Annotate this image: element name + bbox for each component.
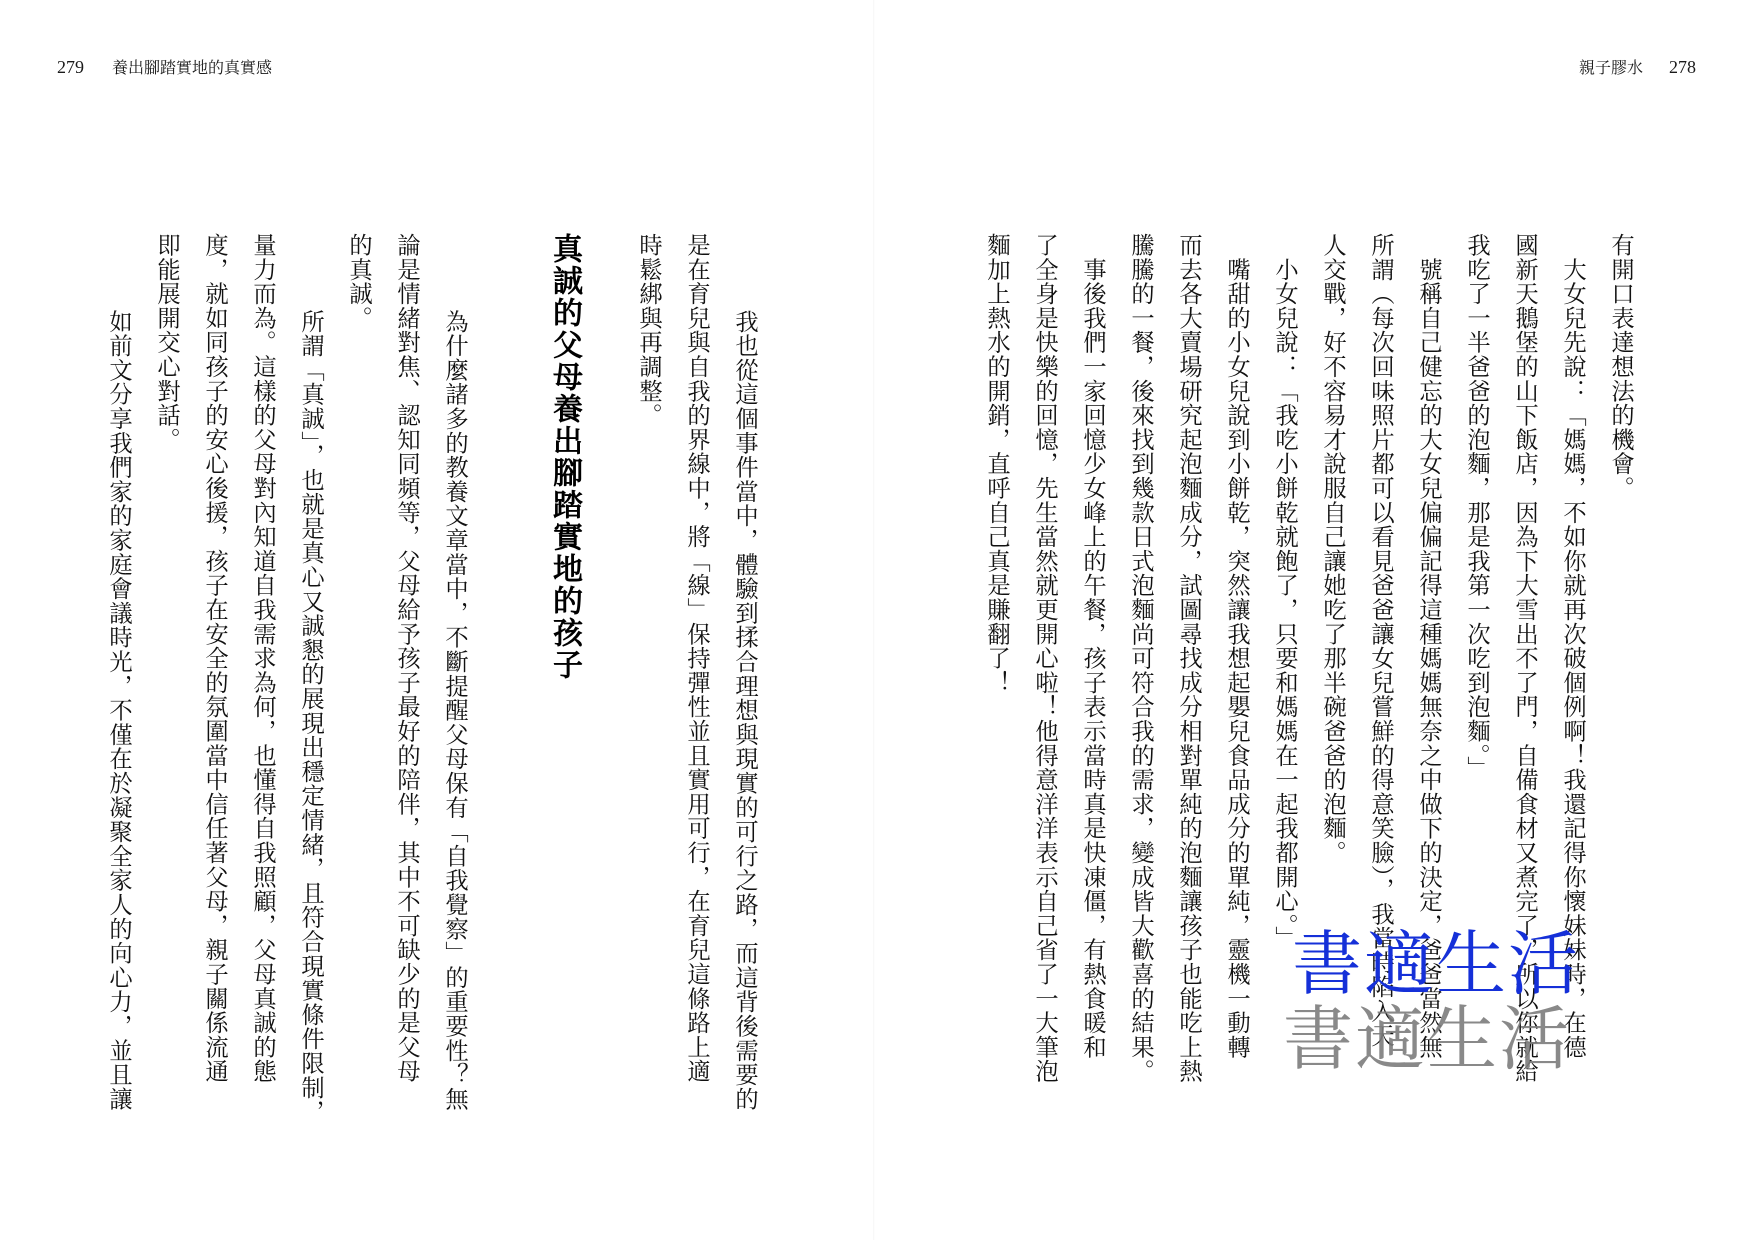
right-text-column: 騰騰的一餐，後來找到幾款日式泡麵尚可符合我的需求，變成皆大歡喜的結果。 xyxy=(1127,233,1154,1084)
left-text-column: 如前文分享我們家的家庭會議時光，不僅在於凝聚全家人的向心力，並且讓 xyxy=(105,285,132,1112)
right-text-column: 而去各大賣場研究起泡麵成分，試圖尋找成分相對單純的泡麵讓孩子也能吃上熱 xyxy=(1175,233,1202,1084)
left-text-column: 時鬆綁與再調整。 xyxy=(635,233,662,428)
right-text-column: 了全身是快樂的回憶，先生當然就更開心啦！他得意洋洋表示自己省了一大筆泡 xyxy=(1031,233,1058,1084)
section-heading: 真誠的父母養出腳踏實地的孩子 xyxy=(547,233,582,681)
left-text-column: 的真誠。 xyxy=(345,233,372,331)
left-text-column: 量力而為。這樣的父母對內知道自我需求為何，也懂得自我照顧，父母真誠的態 xyxy=(249,233,276,1084)
right-text-column: 事後我們一家回憶少女峰上的午餐，孩子表示當時真是快凍僵，有熱食暖和 xyxy=(1079,233,1106,1060)
watermark-blue: 書適生活 xyxy=(1292,923,1580,1005)
right-page-number: 278 xyxy=(1669,57,1696,77)
watermark-gray: 書適生活 xyxy=(1283,998,1571,1080)
left-text-column: 是在育兒與自我的界線中，將「線」保持彈性並且實用可行，在育兒這條路上適 xyxy=(683,233,710,1084)
left-text-column: 度，就如同孩子的安心後援，孩子在安全的氛圍當中信任著父母，親子關係流通 xyxy=(201,233,228,1084)
right-page-header xyxy=(1579,55,1696,80)
right-text-column: 麵加上熱水的開銷，直呼自己真是賺翻了！ xyxy=(983,233,1010,695)
right-text-column: 國新天鵝堡的山下飯店，因為下大雪出不了門，自備食材又煮完了，所以你就給 xyxy=(1511,233,1538,1084)
left-text-column: 即能展開交心對話。 xyxy=(153,233,180,452)
right-text-column: 嘴甜的小女兒說到小餅乾，突然讓我想起嬰兒食品成分的單純，靈機一動轉 xyxy=(1223,233,1250,1060)
left-running-title: 養出腳踏實地的真實感 xyxy=(112,58,273,77)
book-gutter xyxy=(873,0,875,1240)
right-text-column: 大女兒先說：「媽媽，不如你就再次破個例啊！我還記得你懷妹妹時，在德 xyxy=(1559,233,1586,1060)
right-running-title: 親子膠水 xyxy=(1578,58,1643,77)
right-text-column: 我吃了一半爸爸的泡麵，那是我第一次吃到泡麵。」 xyxy=(1463,233,1490,781)
left-page-number: 279 xyxy=(57,57,84,77)
right-text-column: 所謂（每次回味照片都可以看見爸爸讓女兒嘗鮮的得意笑臉），我當時陷入天 xyxy=(1367,233,1394,1048)
left-text-column: 所謂「真誠」，也就是真心又誠懇的展現出穩定情緒，且符合現實條件限制， xyxy=(297,285,324,1124)
right-text-column: 號稱自己健忘的大女兒偏偏記得這種媽媽無奈之中做下的決定，爸爸當然無 xyxy=(1415,233,1442,1060)
left-text-column: 為什麼諸多的教養文章當中，不斷提醒父母保有「自我覺察」的重要性？無 xyxy=(441,285,468,1112)
left-text-column: 我也從這個事件當中，體驗到揉合理想與現實的可行之路，而這背後需要的 xyxy=(731,285,758,1112)
right-text-column: 有開口表達想法的機會。 xyxy=(1607,233,1634,501)
right-text-column: 人交戰，好不容易才說服自己讓她吃了那半碗爸爸的泡麵。 xyxy=(1319,233,1346,865)
left-text-column: 論是情緒對焦、認知同頻等，父母給予孩子最好的陪伴，其中不可缺少的是父母 xyxy=(393,233,420,1084)
left-page-header xyxy=(57,55,272,80)
right-text-column: 小女兒說：「我吃小餅乾就飽了，只要和媽媽在一起我都開心。」 xyxy=(1271,233,1298,951)
